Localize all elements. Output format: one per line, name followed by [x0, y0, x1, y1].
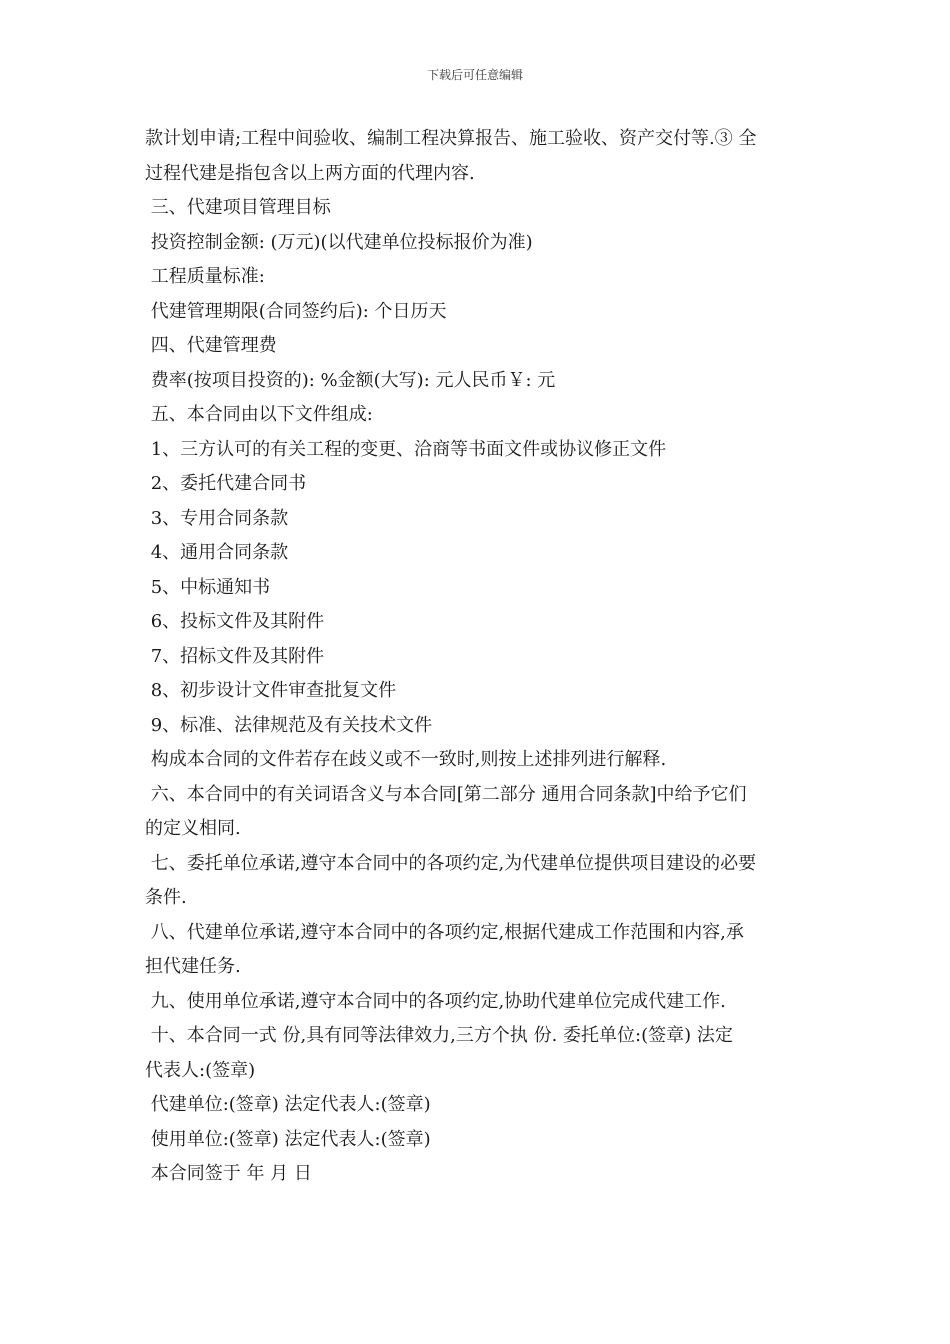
list-item: 9、标准、法律规范及有关技术文件	[145, 714, 433, 736]
text-line: 的定义相同.	[145, 818, 241, 839]
list-item: 2、委托代建合同书	[145, 473, 307, 494]
text-line: 担代建任务.	[145, 956, 241, 977]
text-line: 过程代建是指包含以上两方面的代理内容.	[145, 162, 475, 184]
list-item: 8、初步设计文件审查批复文件	[145, 680, 397, 701]
signing-date-line: 本合同签于 年 月 日	[145, 1163, 312, 1184]
list-item: 1、三方认可的有关工程的变更、洽商等书面文件或协议修正文件	[145, 438, 667, 460]
text-line: 款计划申请;工程中间验收、编制工程决算报告、施工验收、资产交付等.③ 全	[145, 128, 757, 149]
section-heading: 三、代建项目管理目标	[145, 197, 331, 218]
section-heading: 五、本合同由以下文件组成:	[145, 404, 373, 425]
document-body	[145, 122, 815, 1192]
text-line: 费率(按项目投资的): %金额(大写): 元人民币￥: 元	[145, 369, 556, 391]
signature-line: 使用单位:(签章) 法定代表人:(签章)	[145, 1128, 431, 1150]
text-line: 条件.	[145, 887, 187, 908]
text-line: 工程质量标准:	[145, 266, 265, 287]
list-item: 6、投标文件及其附件	[145, 611, 325, 632]
section-heading: 九、使用单位承诺,遵守本合同中的各项约定,协助代建单位完成代建工作.	[145, 990, 726, 1012]
page-header: 下载后可任意编辑	[426, 68, 523, 82]
section-heading: 四、代建管理费	[145, 335, 277, 356]
section-heading: 八、代建单位承诺,遵守本合同中的各项约定,根据代建成工作范围和内容,承	[145, 921, 744, 943]
list-item: 7、招标文件及其附件	[145, 645, 325, 667]
text-line: 代建管理期限(合同签约后): 个日历天	[145, 300, 447, 322]
text-line: 代表人:(签章)	[145, 1059, 256, 1081]
list-item: 3、专用合同条款	[145, 507, 289, 529]
text-line: 构成本合同的文件若存在歧义或不一致时,则按上述排列进行解释.	[145, 749, 667, 770]
list-item: 4、通用合同条款	[145, 542, 289, 563]
section-heading: 七、委托单位承诺,遵守本合同中的各项约定,为代建单位提供项目建设的必要	[145, 852, 757, 874]
signature-line: 代建单位:(签章) 法定代表人:(签章)	[145, 1094, 431, 1115]
section-heading: 六、本合同中的有关词语含义与本合同[第二部分 通用合同条款]中给予它们	[145, 783, 747, 805]
text-line: 投资控制金额: (万元)(以代建单位投标报价为准)	[145, 231, 533, 253]
list-item: 5、中标通知书	[145, 576, 271, 598]
section-heading: 十、本合同一式 份,具有同等法律效力,三方个执 份. 委托单位:(签章) 法定	[145, 1025, 733, 1046]
